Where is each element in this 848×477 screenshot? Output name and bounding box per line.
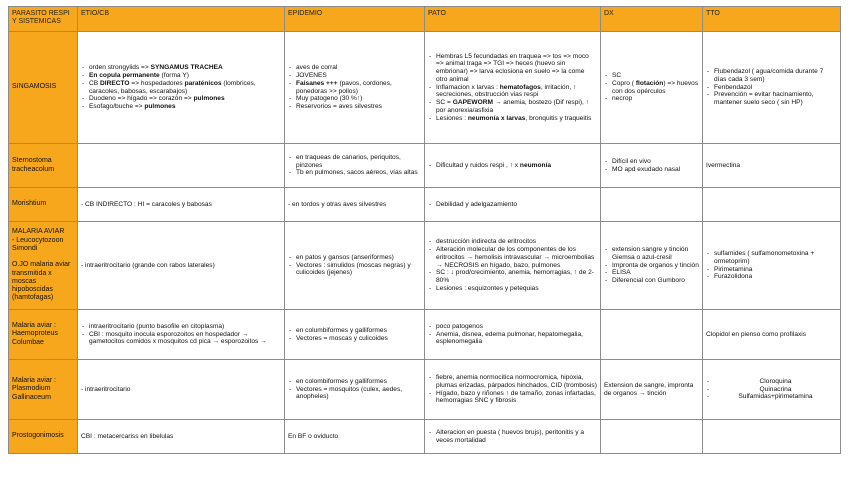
list-item: - Faisanes +++ (pavos, cordones, ponedoras >> pollos) xyxy=(296,80,421,96)
dx-cell xyxy=(601,144,703,188)
epidemio-cell xyxy=(285,188,425,222)
dx-cell xyxy=(601,32,703,144)
list-item: - Pirimetamina xyxy=(714,266,837,274)
bullet-list xyxy=(706,250,837,281)
epidemio-cell xyxy=(285,32,425,144)
list-item: - Lesiones : esquizontes y petequias xyxy=(436,285,597,293)
tto-cell xyxy=(703,420,841,454)
list-item: - ELISA xyxy=(612,269,699,277)
list-item: - Reservorios = aves silvestres xyxy=(296,103,421,111)
list-item: - Dificultad y ruidos respi , ↑ x neumonía xyxy=(436,162,597,170)
list-item: - Fenbendazol xyxy=(714,84,837,92)
epidemio-cell xyxy=(285,360,425,420)
list-item: - Sulfamidas+pirimetamina xyxy=(714,393,837,401)
cell-text: Extension de sangre, impronta de organos → tinción xyxy=(604,381,694,397)
pato-cell xyxy=(425,32,601,144)
bullet-list xyxy=(428,238,597,292)
list-item: - SC : ↓ prod/crecimiento, anemia, hemorragias, ↑ de 2-80% xyxy=(436,269,597,285)
pato-cell xyxy=(425,144,601,188)
cell-text: Ivermectina xyxy=(706,161,741,169)
list-item: - Hígado, bazo y riñones ↑ de tamaño, zonas infartadas, hemorragias SNC y fibrosis xyxy=(436,390,597,406)
cell-text: En BF o oviducto xyxy=(288,432,339,440)
table-row-prostogonimosis xyxy=(9,420,841,454)
parasite-name-cell: SINGAMOSIS xyxy=(9,32,78,144)
list-item: - Prevención = evitar hacinamiento, mantener suelo seco ( sin HP) xyxy=(714,91,837,107)
list-item: - Difícil en vivo xyxy=(612,158,699,166)
list-item: - orden strongylids => SYNGAMUS TRACHEA xyxy=(89,64,281,72)
list-item: - extension sangre y tinción Giemsa o azul-cresil xyxy=(612,246,699,262)
list-item: - Alteración molecular de los componentes de los eritrocitos → hemolisis intravascular → microembolias → NECROSIS en hígado, bazo, pulmones xyxy=(436,246,597,269)
etio-cell xyxy=(78,32,285,144)
bullet-list xyxy=(81,323,281,346)
bullet-list xyxy=(604,72,699,103)
bullet-list xyxy=(604,158,699,174)
etio-cell xyxy=(78,144,285,188)
cell-text: - intraeritrocitario (grande con rabos laterales) xyxy=(81,261,215,269)
tto-cell xyxy=(703,360,841,420)
pato-cell xyxy=(425,310,601,360)
etio-cell xyxy=(78,188,285,222)
parasite-name-cell: Sternostoma tracheacolum xyxy=(9,144,78,188)
dx-cell xyxy=(601,360,703,420)
etio-cell xyxy=(78,310,285,360)
header-cell-etio: ETIO/CB xyxy=(78,7,285,32)
parasite-name-cell: Malaria aviar : Haemoproteus Columbae xyxy=(9,310,78,360)
list-item: - aves de corral xyxy=(296,64,421,72)
list-item: - SC xyxy=(612,72,699,80)
bullet-list xyxy=(428,323,597,346)
bullet-list xyxy=(288,64,421,111)
table-row-leucocytozoon xyxy=(9,222,841,310)
list-item: - Diferencial con Gumboro xyxy=(612,277,699,285)
list-item: - Vectores = moscas y culicoides xyxy=(296,335,421,343)
bullet-list xyxy=(81,64,281,111)
list-item: - poco patogenos xyxy=(436,323,597,331)
etio-cell xyxy=(78,420,285,454)
list-item: - Vectores = mosquitos (culex, aedes, anopheles) xyxy=(296,386,421,402)
list-item: - SC = GAPEWORM → anemia, bostezo (Dif respi), ↑ por anorexia/asfixia xyxy=(436,99,597,115)
pato-cell xyxy=(425,188,601,222)
list-item: - Quinacrina xyxy=(714,386,837,394)
table-row-singamosis xyxy=(9,32,841,144)
epidemio-cell xyxy=(285,310,425,360)
bullet-list xyxy=(428,53,597,123)
cell-text: - intraeritrocitario xyxy=(81,385,131,393)
bullet-list xyxy=(288,254,421,277)
bullet-list xyxy=(288,327,421,343)
cell-text: CBI : metacercariss en libelulas xyxy=(81,432,174,440)
list-item: - Alteracion en puesta ( huevos brujs), peritonitis y a veces mortalidad xyxy=(436,429,597,445)
list-item: - Vectores : simulidos (moscas negras) y culicoides (jejenes) xyxy=(296,262,421,278)
dx-cell xyxy=(601,310,703,360)
list-item: - Flubendazol ( agua/comida durante 7 días cada 3 sem) xyxy=(714,68,837,84)
tto-cell xyxy=(703,32,841,144)
tto-cell xyxy=(703,144,841,188)
bullet-list xyxy=(428,162,597,170)
parasite-name-cell: MALARIA AVIAR - Leucocytozoon Simondi O.JO malaria aviar transmitida x moscas hipoboscidas (hamtofagas) xyxy=(9,222,78,310)
list-item: - Hembras L5 fecundadas en traquea => tos => moco => animal traga => TGI => heces (huevo sin embrionar) => larva eclosiona en suelo => la come otro animal xyxy=(436,53,597,84)
header-cell-pato: PATO xyxy=(425,7,601,32)
header-cell-dx: DX xyxy=(601,7,703,32)
pato-cell xyxy=(425,420,601,454)
parasite-name-cell: Morishtium xyxy=(9,188,78,222)
list-item: - En copula permanente (forma Y) xyxy=(89,72,281,80)
parasite-name-cell: Prostogonimosis xyxy=(9,420,78,454)
tto-cell xyxy=(703,222,841,310)
list-item: - JOVENES xyxy=(296,72,421,80)
list-item: - intraeritrocitario (punto basofile en citoplasma) xyxy=(89,323,281,331)
pato-cell xyxy=(425,360,601,420)
dx-cell xyxy=(601,222,703,310)
list-item: - en patos y gansos (anseriformes) xyxy=(296,254,421,262)
tto-cell xyxy=(703,310,841,360)
dx-cell xyxy=(601,420,703,454)
list-item: - Esofago/buche => pulmones xyxy=(89,103,281,111)
list-item: - Cloroquina xyxy=(714,378,837,386)
header-cell-epidemio: EPIDEMIO xyxy=(285,7,425,32)
list-item: - Lesiones : neumonía x larvas, bronquitis y traqueitis xyxy=(436,115,597,123)
list-item: - Anemia, disnea, edema pulmonar, hepatomegalia, esplenomegalia xyxy=(436,331,597,347)
epidemio-cell xyxy=(285,144,425,188)
bullet-list xyxy=(706,378,837,401)
list-item: - Debilidad y adelgazamiento xyxy=(436,201,597,209)
table-row-morishtium xyxy=(9,188,841,222)
header-cell-tto: TTO xyxy=(703,7,841,32)
bullet-list xyxy=(604,246,699,285)
list-item: - necrop xyxy=(612,95,699,103)
list-item: - en columbiformes y galliformes xyxy=(296,327,421,335)
list-item: - Inflamacion x larvas : hematofagos, irritación, ↑ secreciones, obstrucción vias respi xyxy=(436,84,597,100)
cell-text: - en tordos y otras aves silvestres xyxy=(288,200,387,208)
list-item: - Copro ( flotación) => huevos con dos opérculos xyxy=(612,80,699,96)
epidemio-cell xyxy=(285,222,425,310)
list-item: - sulfamides ( sulfamonometoxina + ormetoprim) xyxy=(714,250,837,266)
list-item: - en colombiformes y galliformes xyxy=(296,378,421,386)
dx-cell xyxy=(601,188,703,222)
epidemio-cell xyxy=(285,420,425,454)
etio-cell xyxy=(78,360,285,420)
list-item: - en traqueas de canarios, periquitos, pinzones xyxy=(296,154,421,170)
list-item: - Tb en pulmones, sacos aéreos, vías altas xyxy=(296,169,421,177)
etio-cell xyxy=(78,222,285,310)
bullet-list xyxy=(706,68,837,107)
pato-cell xyxy=(425,222,601,310)
list-item: - MO apd exudado nasal xyxy=(612,166,699,174)
table-row-plasmodium xyxy=(9,360,841,420)
list-item: - CB DIRECTO => hospedadores paraténicos (lombrices, caracoles, babosas, escarabajos) xyxy=(89,80,281,96)
table-row-sternostoma xyxy=(9,144,841,188)
bullet-list xyxy=(428,201,597,209)
list-item: - Muy patogeno (30 %↑) xyxy=(296,95,421,103)
list-item: - Impronta de organos y tinción xyxy=(612,262,699,270)
bullet-list xyxy=(288,378,421,401)
list-item: - CBI : mosquito inocula esporozoitos en hospedador → gametocitos comidos x mosquitos cd pica → esporozoitos → xyxy=(89,331,281,347)
cell-text: Clopidol en pienso como profilaxis xyxy=(706,330,807,338)
list-item: - Duodeno => hígado => corazón => pulmones xyxy=(89,95,281,103)
table-row-haemoproteus xyxy=(9,310,841,360)
list-item: - destrucción indirecta de eritrocitos xyxy=(436,238,597,246)
parasite-table xyxy=(8,6,841,454)
tto-cell xyxy=(703,188,841,222)
bullet-list xyxy=(288,154,421,177)
list-item: - Furazolidona xyxy=(714,273,837,281)
bullet-list xyxy=(428,374,597,405)
table-page xyxy=(8,6,840,464)
parasite-name-cell: Malaria aviar : Plasmodium Gallinaceum xyxy=(9,360,78,420)
list-item: - fiebre, anemia normocitica normocromica, hipoxia, plumas erizadas, párpados hinchados, CID (trombosis) xyxy=(436,374,597,390)
cell-text: - CB INDIRECTO : HI = caracoles y babosas xyxy=(81,200,212,208)
bullet-list xyxy=(428,429,597,445)
header-row xyxy=(9,7,841,32)
header-cell-parasito: PARASITO RESPI Y SISTEMICAS xyxy=(9,7,78,32)
